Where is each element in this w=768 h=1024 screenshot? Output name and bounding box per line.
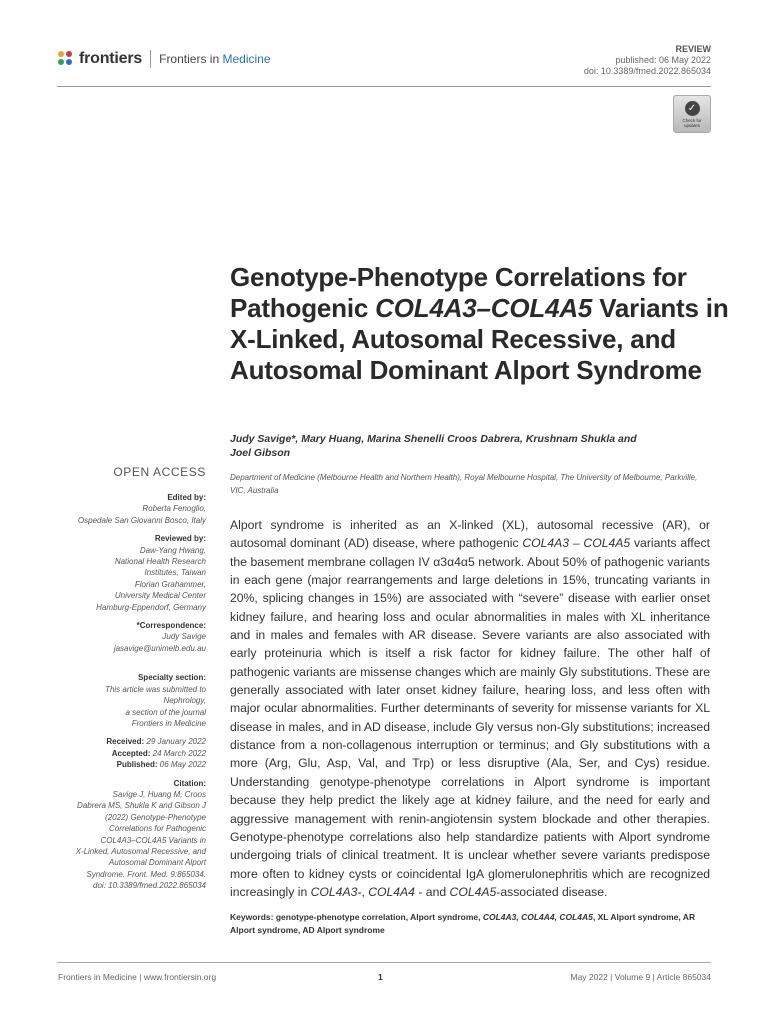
check-for-updates-label: Check for updates (682, 117, 702, 128)
accepted-date: Accepted: 24 March 2022 (111, 748, 206, 758)
reviewer-line: University Medical Center (114, 591, 206, 601)
header-divider (57, 86, 711, 87)
author-list[interactable]: Judy Savige*, Mary Huang, Marina Shenelli Croos Dabrera, Krushnam Shukla and Joel Gibson (230, 433, 637, 459)
page-number: 1 (378, 972, 383, 982)
reviewer-line: Hamburg-Eppendorf, Germany (96, 602, 206, 612)
footer-journal-link[interactable]: Frontiers in Medicine | www.frontiersin.org (58, 972, 217, 982)
specialty-line: a section of the journal (125, 707, 206, 717)
reviewed-by-heading: Reviewed by: (154, 534, 206, 544)
journal-name[interactable]: Frontiers in Medicine (159, 52, 271, 66)
correspondence-email[interactable]: jasavige@unimelb.edu.au (113, 643, 206, 653)
specialty-line: Frontiers in Medicine (131, 718, 206, 728)
specialty-line: Nephrology, (163, 696, 206, 706)
citation-line: COL4A3–COL4A5 Variants in (100, 835, 206, 845)
citation-line: Dabrera MS, Shukla K and Gibson J (77, 801, 206, 811)
citation-line: Correlations for Pathogenic (109, 824, 206, 834)
editor-affiliation: Ospedale San Giovanni Bosco, Italy (77, 515, 206, 525)
citation-line: (2022) Genotype-Phenotype (105, 812, 206, 822)
open-access-label: OPEN ACCESS (113, 465, 206, 479)
check-for-updates-button[interactable] (673, 95, 711, 133)
footer-issue-info: May 2022 | Volume 9 | Article 865034 (570, 972, 711, 982)
citation-line: Syndrome. Front. Med. 9:865034. (86, 869, 206, 879)
published-date-sidebar: Published: 06 May 2022 (116, 760, 206, 770)
reviewer-line: Florian Grahammer, (134, 579, 206, 589)
edited-by-heading: Edited by: (167, 493, 206, 502)
published-date: published: 06 May 2022 (615, 55, 711, 65)
reviewer-line: Institutes, Taiwan (144, 568, 206, 578)
citation-doi[interactable]: doi: 10.3389/fmed.2022.865034 (93, 881, 206, 891)
brand-divider (150, 50, 151, 68)
keywords: Keywords: genotype-phenotype correlation, Alport syndrome, COL4A3, COL4A4, COL4A5, XL Alport syndrome, AR Alport syndrome, AD Alport syndrome (230, 912, 696, 935)
citation-line: Autosomal Dominant Alport (108, 858, 206, 868)
article-doi[interactable]: doi: 10.3389/fmed.2022.865034 (583, 66, 711, 76)
article-meta (584, 44, 711, 77)
article-type: REVIEW (675, 44, 711, 54)
footer-divider (57, 962, 711, 963)
correspondence-name: Judy Savige (162, 632, 206, 642)
specialty-line: This article was submitted to (105, 684, 206, 694)
specialty-section-heading: Specialty section: (137, 673, 206, 683)
article-info-sidebar (36, 492, 206, 892)
publisher-name: frontiers (79, 50, 143, 67)
frontiers-logo-icon (58, 51, 74, 67)
reviewer-line: National Health Research (114, 557, 206, 567)
abstract: Alport syndrome is inherited as an X-linked (XL), autosomal recessive (AR), or autosomal dominant (AD) disease, where pathogenic COL4A3 – COL4A5 variants affect the basement membrane collagen IV α3α4α5 network. About 50% of pathogenic variants in each gene (major rearrangements and large deletions in 15%, truncating variants in 20%, splicing changes in 15%) are associated with “severe” disease with earlier onset kidney failure, and hearing loss and ocular abnormalities in males with XL inheritance and in males and females with AR disease. Severe variants are also associated with early proteinuria which is itself a risk factor for kidney failure. The other half of pathogenic variants are missense changes which are mainly Gly substitutions. These are generally associated with later onset kidney failure, hearing loss, and less often with major ocular abnormalities. Further determinants of severity for missense variants for XL disease in males, and in AD disease, include Gly versus non-Gly substitutions; increased distance from a non-collagenous interruption or terminus; and Gly substitutions with a more (Arg, Glu, Asp, Val, and Trp) or less disruptive (Ala, Ser, and Cys) residue. Understanding genotype-phenotype correlations in Alport syndrome is important because they help predict the likely age at kidney failure, and the need for early and aggressive management with renin-angiotensin system blockade and other therapies. Genotype-phenotype correlations also help standardize patients with Alport syndrome undergoing trials of clinical treatment. It is unclear whether severe variants predispose more often to kidney cysts or coincidental IgA glomerulonephritis which are recognized increasingly in COL4A3-, COL4A4 - and COL4A5-associated disease. (230, 518, 710, 899)
reviewer-line: Daw-Yang Hwang, (139, 545, 206, 555)
citation-line: Savige J, Huang M, Croos (112, 789, 206, 799)
correspondence-heading: *Correspondence: (136, 621, 206, 631)
citation-line: X-Linked, Autosomal Recessive, and (75, 846, 206, 856)
editor-name: Roberta Fenoglio, (142, 504, 206, 514)
received-date: Received: 29 January 2022 (106, 737, 206, 747)
bookmark-icon: ✓ (685, 101, 700, 116)
author-affiliation: Department of Medicine (Melbourne Health and Northern Health), Royal Melbourne Hospital, The University of Melbourne, Parkville, VIC, Australia (230, 473, 698, 495)
citation-heading: Citation: (173, 778, 206, 788)
article-title: Genotype-Phenotype Correlations for Pathogenic COL4A3–COL4A5 Variants in X-Linked, Autosomal Recessive, and Autosomal Dominant Alport Syndrome (230, 262, 729, 385)
journal-branding (58, 46, 271, 72)
